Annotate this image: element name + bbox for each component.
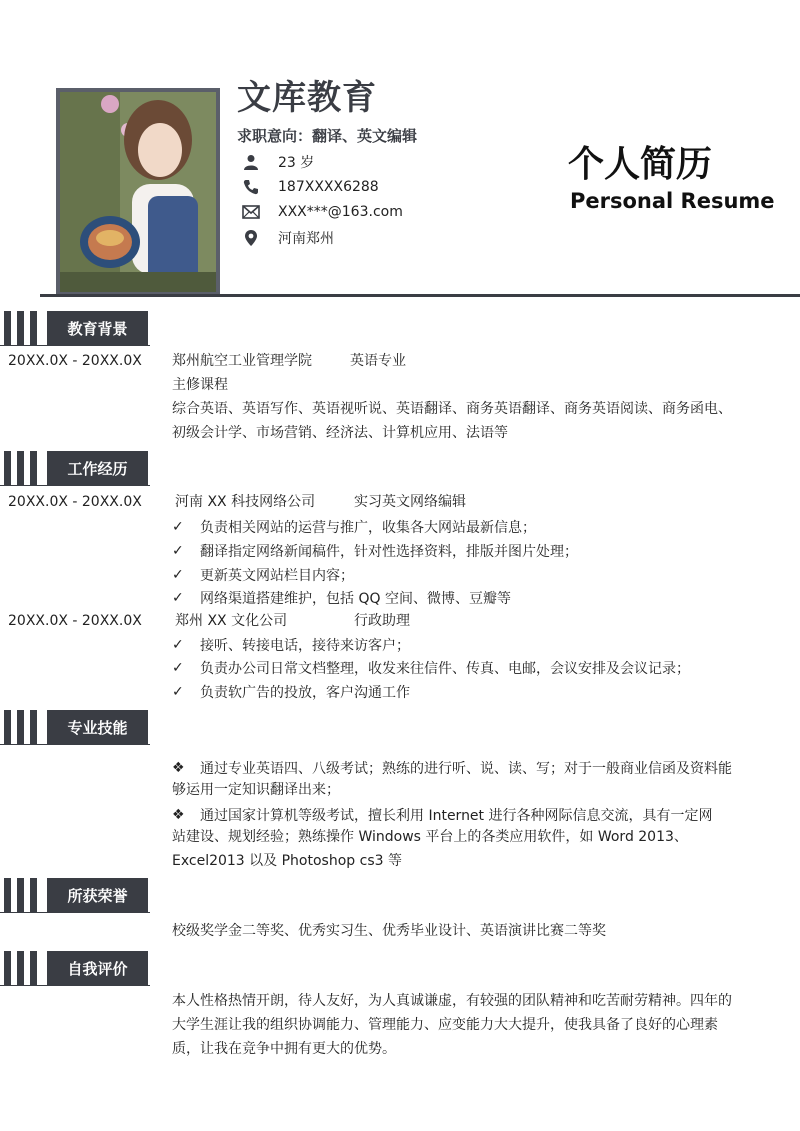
skill-text-line: Excel2013 以及 Photoshop cs3 等 bbox=[172, 853, 402, 869]
section-header-work bbox=[0, 451, 150, 485]
location-row bbox=[242, 227, 334, 249]
courses-line: 综合英语、英语写作、英语视听说、英语翻译、商务英语翻译、商务英语阅读、商务函电、 bbox=[172, 401, 732, 417]
diamond-bullet-icon: ❖ bbox=[172, 759, 185, 776]
job-role: 实习英文网络编辑 bbox=[354, 494, 466, 510]
job-company: 郑州 XX 文化公司 bbox=[175, 613, 288, 629]
check-icon: ✓ bbox=[172, 659, 184, 676]
duty-item: ✓ 负责相关网站的运营与推广，收集各大网站最新信息； bbox=[172, 518, 536, 536]
job-date: 20XX.0X - 20XX.0X bbox=[8, 613, 142, 629]
location-pin-icon bbox=[242, 229, 260, 247]
duty-item: ✓ 负责办公司日常文档整理，收发来往信件、传真、电邮，会议安排及会议记录； bbox=[172, 659, 690, 677]
phone-row bbox=[242, 176, 379, 198]
check-icon: ✓ bbox=[172, 683, 184, 700]
resume-title-en: Personal Resume bbox=[570, 189, 775, 213]
duty-item: ✓ 负责软广告的投放，客户沟通工作 bbox=[172, 683, 410, 701]
phone-icon bbox=[242, 178, 260, 196]
skill-text-line: 够运用一定知识翻译出来； bbox=[172, 782, 340, 798]
skill-item: ❖ 通过专业英语四、八级考试；熟练的进行听、说、读、写；对于一般商业信函及资料能 bbox=[172, 759, 732, 777]
education-date: 20XX.0X - 20XX.0X bbox=[8, 353, 142, 369]
age-row bbox=[242, 151, 314, 173]
diamond-bullet-icon: ❖ bbox=[172, 806, 185, 823]
age-text: 23 岁 bbox=[278, 155, 315, 171]
header-divider bbox=[40, 294, 800, 297]
school-name: 郑州航空工业管理学院 bbox=[172, 353, 312, 369]
self-evaluation-line: 质，让我在竞争中拥有更大的优势。 bbox=[172, 1041, 396, 1057]
section-header-self-evaluation bbox=[0, 951, 150, 985]
skill-text-line: 站建设、规划经验；熟练操作 Windows 平台上的各类应用软件，如 Word 2013、 bbox=[172, 829, 688, 845]
person-icon bbox=[242, 153, 260, 171]
location-text: 河南郑州 bbox=[278, 231, 334, 247]
self-evaluation-line: 大学生涯让我的组织协调能力、管理能力、应变能力大大提升，使我具备了良好的心理素 bbox=[172, 1017, 718, 1033]
duty-item: ✓ 翻译指定网络新闻稿件，针对性选择资料，排版并图片处理； bbox=[172, 542, 578, 560]
candidate-name: 文库教育 bbox=[237, 78, 377, 118]
check-icon: ✓ bbox=[172, 589, 184, 606]
section-header-education bbox=[0, 311, 150, 345]
resume-title-cn: 个人简历 bbox=[568, 144, 713, 185]
section-title: 专业技能 bbox=[47, 710, 148, 744]
profile-photo bbox=[60, 92, 216, 292]
section-header-honors bbox=[0, 878, 150, 912]
job-intent: 求职意向：翻译、英文编辑 bbox=[237, 127, 418, 145]
skill-item: ❖ 通过国家计算机等级考试，擅长利用 Internet 进行各种网际信息交流，具有一定网 bbox=[172, 806, 713, 824]
job-date: 20XX.0X - 20XX.0X bbox=[8, 494, 142, 510]
job-role: 行政助理 bbox=[354, 613, 410, 629]
section-title: 教育背景 bbox=[47, 311, 148, 345]
email-text: XXX***@163.com bbox=[278, 204, 403, 220]
section-underline bbox=[0, 744, 150, 745]
self-evaluation-line: 本人性格热情开朗，待人友好，为人真诚谦虚，有较强的团队精神和吃苦耐劳精神。四年的 bbox=[172, 993, 732, 1009]
check-icon: ✓ bbox=[172, 636, 184, 653]
section-title: 所获荣誉 bbox=[47, 878, 148, 912]
check-icon: ✓ bbox=[172, 542, 184, 559]
major-name: 英语专业 bbox=[350, 353, 406, 369]
section-title: 工作经历 bbox=[47, 451, 148, 485]
section-underline bbox=[0, 985, 150, 986]
section-title: 自我评价 bbox=[47, 951, 148, 985]
section-underline bbox=[0, 912, 150, 913]
courses-title: 主修课程 bbox=[172, 377, 228, 393]
duty-item: ✓ 接听、转接电话，接待来访客户； bbox=[172, 636, 410, 654]
phone-text: 187XXXX6288 bbox=[278, 179, 379, 195]
duty-item: ✓ 网络渠道搭建维护，包括 QQ 空间、微博、豆瓣等 bbox=[172, 589, 511, 607]
section-header-skills bbox=[0, 710, 150, 744]
job-company: 河南 XX 科技网络公司 bbox=[175, 494, 316, 510]
check-icon: ✓ bbox=[172, 518, 184, 535]
courses-line: 初级会计学、市场营销、经济法、计算机应用、法语等 bbox=[172, 425, 508, 441]
email-row bbox=[242, 201, 403, 223]
section-underline bbox=[0, 485, 150, 486]
section-underline bbox=[0, 345, 150, 346]
envelope-icon bbox=[242, 203, 260, 221]
duty-item: ✓ 更新英文网站栏目内容； bbox=[172, 566, 354, 584]
check-icon: ✓ bbox=[172, 566, 184, 583]
honors-text: 校级奖学金二等奖、优秀实习生、优秀毕业设计、英语演讲比赛二等奖 bbox=[172, 923, 606, 939]
